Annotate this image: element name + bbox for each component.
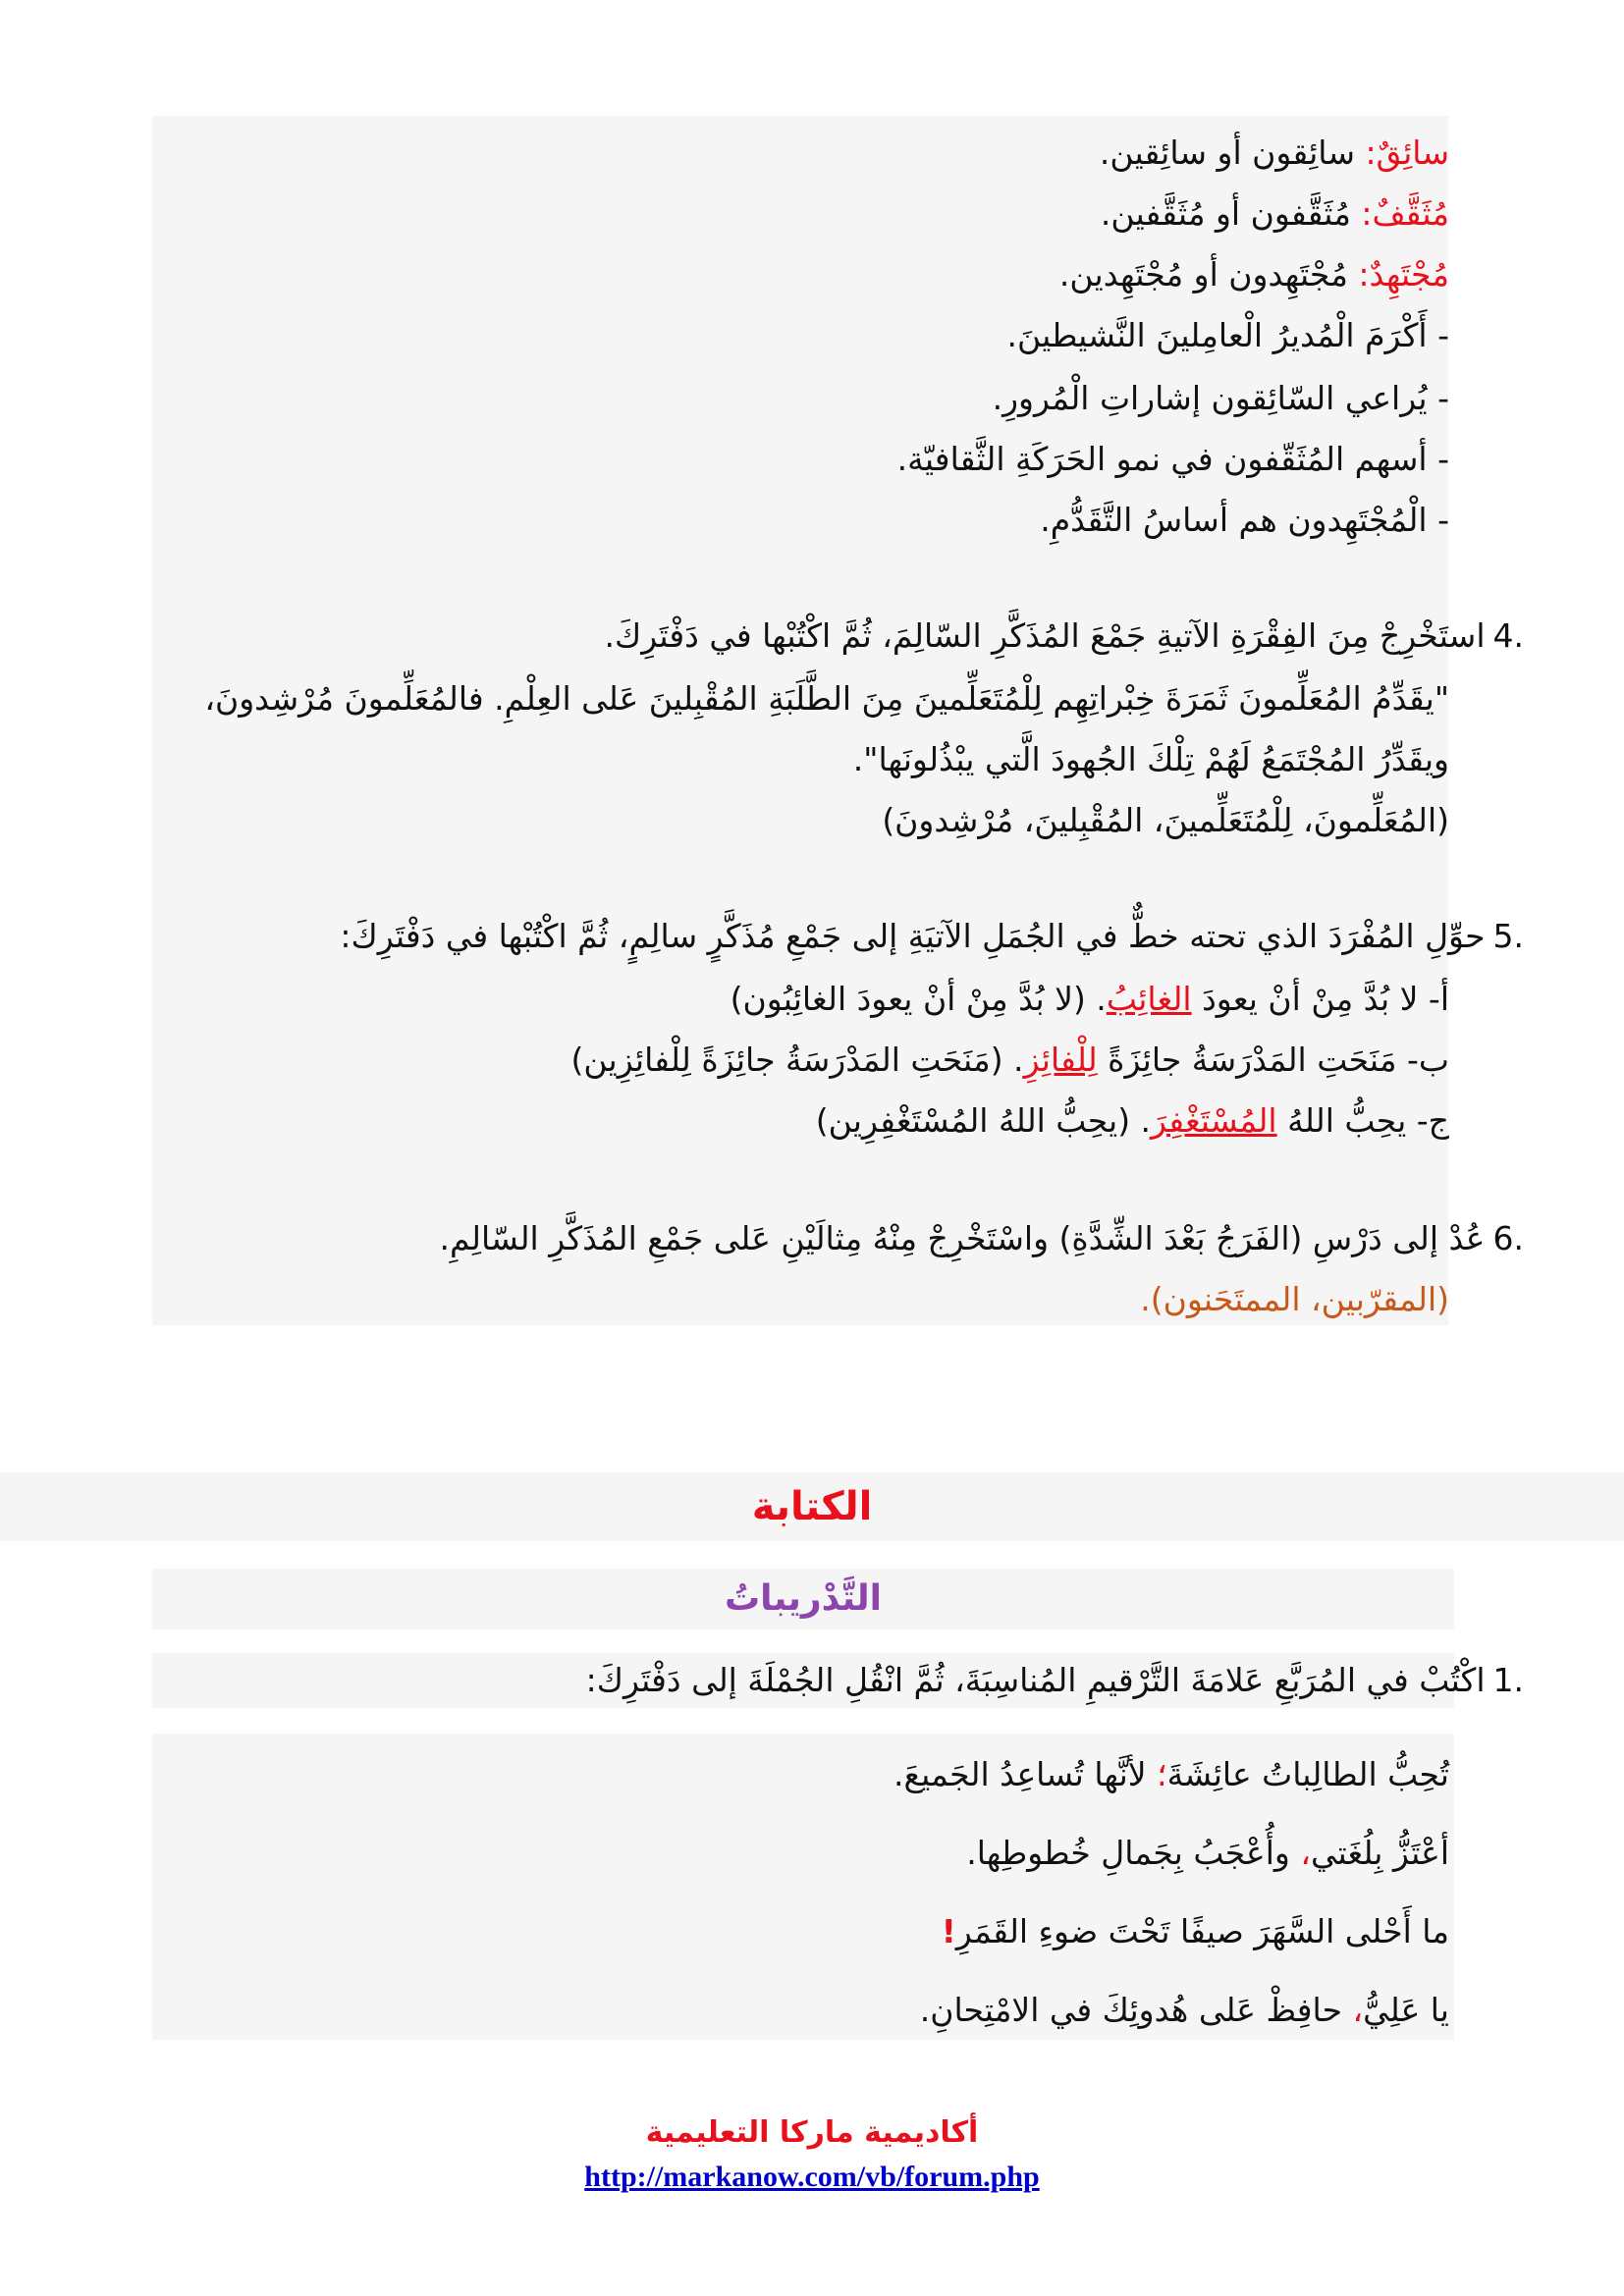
punct-after: لأنَّها تُساعِدُ الجَميعَ. [893, 1755, 1158, 1793]
q5-item-c [816, 1099, 1449, 1143]
q4-prompt-text: استَخْرِجْ مِنَ الفِقْرَةِ الآتيةِ جَمْعَ المُذَكَّرِ السّالِمَ، ثُمَّ اكْتُبْها في دَفْتَرِكَ. [604, 616, 1486, 655]
q5-item-word: المُسْتَغْفِرَ [1151, 1101, 1277, 1140]
q5-prompt-text: حوِّلِ المُفْرَدَ الذي تحته خطٌّ في الجُمَلِ الآتيَةِ إلى جَمْعِ مُذَكَّرٍ سالِمٍ، ثُمَّ اكْتُبْها في دَفْتَرِكَ: [340, 917, 1486, 955]
sentence-3: - أسهم المُثَقّفون في نمو الحَرَكَةِ الثَّقافيّة. [896, 440, 1449, 478]
punct-mark: ! [941, 1912, 956, 1950]
example-word: مُثَقَّفٌ: [1361, 194, 1449, 233]
q6-answer: (المقرّبين، الممتَحَنون). [1140, 1280, 1449, 1318]
punct-line-3 [942, 1910, 1449, 1953]
q4-passage-line-1: "يقَدِّمُ المُعَلِّمونَ ثَمَرَةَ خِبْراتِهِم لِلْمُتَعَلِّمينَ مِنَ الطَّلَبَةِ المُقْبِلينَ عَلى العِلْمِ. فالمُعَلِّمونَ مُرْشِدونَ، [204, 679, 1449, 718]
sentence-1: - أَكْرَمَ الْمُديرُ الْعامِلينَ النَّشيطينَ. [1006, 316, 1449, 354]
q5-item-word: الغائِبُ [1106, 980, 1192, 1018]
punct-mark: ، [1352, 1991, 1364, 2029]
footer-url-link[interactable]: http://markanow.com/vb/forum.php [584, 2161, 1040, 2193]
example-line-2 [1101, 192, 1449, 236]
punct-line-2 [966, 1832, 1449, 1875]
punct-before: أعْتَزُّ بِلُغَتي [1310, 1834, 1449, 1872]
sentence-2: - يُراعي السّائِقون إشاراتِ الْمُرورِ. [992, 379, 1449, 417]
example-line-1 [1100, 132, 1449, 175]
q6-number: 6. [1492, 1219, 1524, 1257]
q5-prompt [340, 915, 1524, 958]
example-rest: سائِقون أو سائِقين. [1099, 133, 1366, 172]
sentence-4: - الْمُجْتَهِدون هم أساسُ التَّقَدُّمِ. [1040, 501, 1449, 539]
q5-item-after: . (لا بُدَّ مِنْ أنْ يعودَ الغائِبُون) [730, 980, 1107, 1018]
q4-answer: (المُعَلِّمونَ، لِلْمُتَعَلِّمينَ، المُقْبِلينَ، مُرْشِدونَ) [882, 801, 1449, 839]
q5-item-before: ج- يحِبُّ اللهُ [1276, 1101, 1449, 1140]
q6-prompt-text: عُدْ إلى دَرْسِ (الفَرَجُ بَعْدَ الشِّدَّةِ) واسْتَخْرِجْ مِنْهُ مِثالَيْنِ عَلى جَمْعِ المُذَكَّرِ السّالِمِ. [439, 1219, 1486, 1257]
q5-item-a [731, 978, 1449, 1021]
writing-q1-prompt [586, 1659, 1524, 1702]
q5-number: 5. [1492, 917, 1524, 955]
punct-after: حافِظْ عَلى هُدوئِكَ في الامْتِحانِ. [919, 1991, 1353, 2029]
q5-item-before: أ- لا بُدَّ مِنْ أنْ يعودَ [1191, 980, 1449, 1018]
punct-line-1 [893, 1753, 1449, 1796]
punct-before: تُحِبُّ الطالِباتُ عائِشَةَ [1166, 1755, 1449, 1793]
writing-q1-number: 1. [1492, 1661, 1524, 1699]
q4-prompt [605, 614, 1525, 658]
punct-line-4 [920, 1989, 1449, 2032]
q4-number: 4. [1492, 616, 1524, 655]
punct-after: وأُعْجَبُ بِجَمالِ خُطوطِها. [966, 1834, 1301, 1872]
footer-url [0, 2158, 1624, 2197]
q5-item-after: . (يحِبُّ اللهُ المُسْتَغْفِرِين) [815, 1101, 1152, 1140]
q5-item-b [571, 1039, 1449, 1082]
example-word: مُجْتَهِدٌ: [1358, 255, 1449, 294]
punct-mark: ؛ [1157, 1755, 1167, 1793]
content-block-top [152, 116, 1448, 1325]
q4-passage-line-2: ويقَدِّرُ المُجْتَمَعُ لَهُمْ تِلْكَ الجُهودَ الَّتي يبْذُلونَها". [852, 740, 1449, 778]
q6-prompt [439, 1217, 1524, 1260]
punct-before: ما أَحْلى السَّهَرَ صيفًا تَحْتَ ضوءِ القَمَرِ [955, 1912, 1449, 1950]
footer-academy: أكاديمية ماركا التعليمية [645, 2115, 979, 2150]
writing-subtitle: التَّدْريباتُ [725, 1578, 882, 1619]
q5-item-after: . (مَنَحَتِ المَدْرَسَةُ جائِزَةً لِلْفائِزِين) [570, 1041, 1024, 1079]
example-word: سائِقٌ: [1365, 133, 1449, 172]
example-line-3 [1059, 253, 1449, 296]
q5-item-word: لِلْفائِزِ [1023, 1041, 1098, 1079]
punct-before: يا عَلِيُّ [1363, 1991, 1449, 2029]
q5-item-before: ب- مَنَحَتِ المَدْرَسَةُ جائِزَةً [1097, 1041, 1449, 1079]
example-rest: مُجْتَهِدون أو مُجْتَهِدين. [1058, 255, 1359, 294]
punct-mark: ، [1300, 1834, 1311, 1872]
writing-q1-prompt-text: اكْتُبْ في المُرَبَّعِ عَلامَةَ التَّرْقيمِ المُناسِبَةَ، ثُمَّ انْقُلِ الجُمْلَةَ إلى دَفْتَرِكَ: [585, 1661, 1486, 1699]
writing-title: الكتابة [751, 1484, 873, 1529]
example-rest: مُثَقَّفون أو مُثَقَّفين. [1100, 194, 1362, 233]
